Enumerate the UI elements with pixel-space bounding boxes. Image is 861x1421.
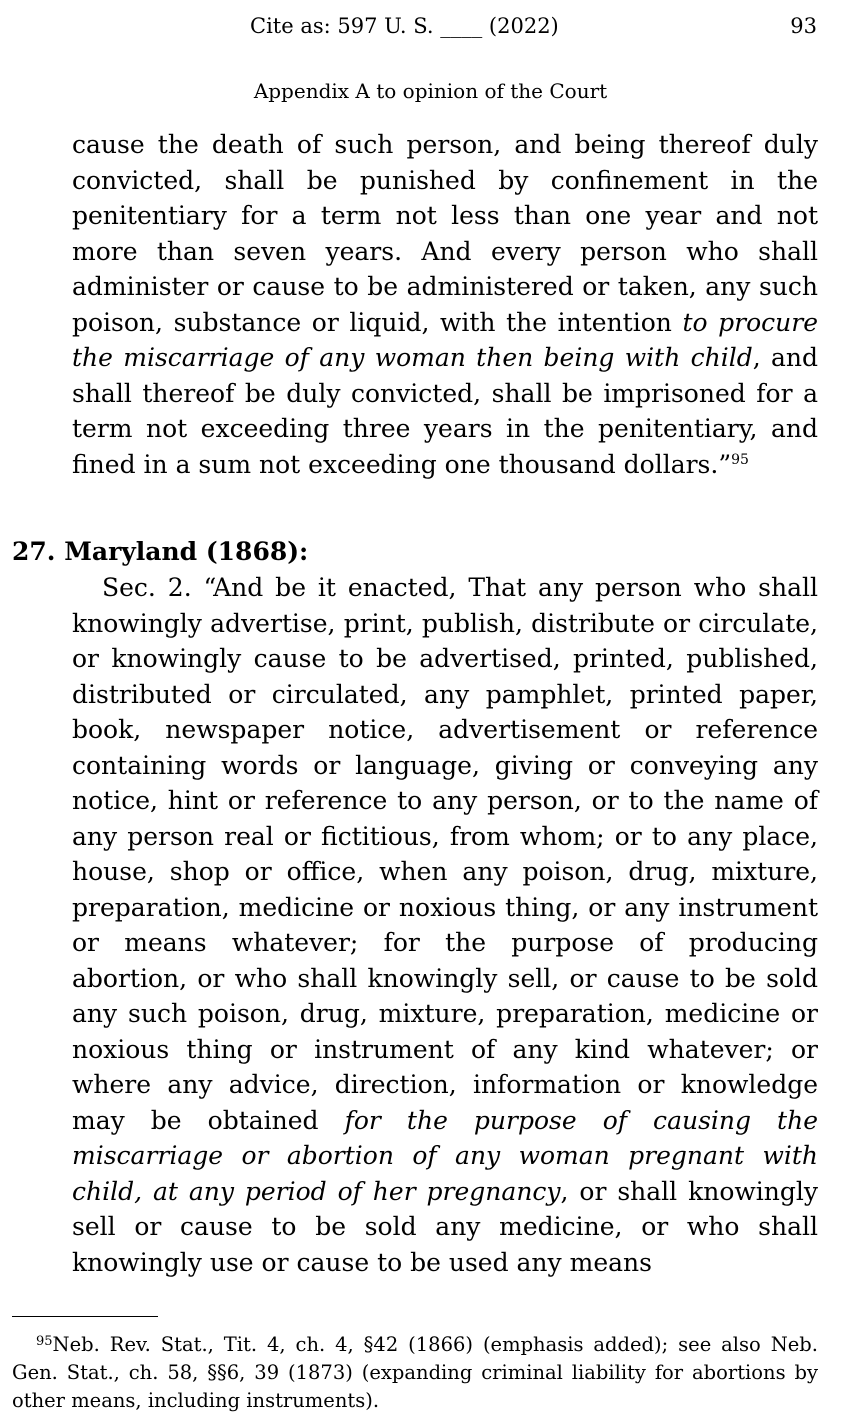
paragraph-text: , or shall knowingly sell or cause to be sold any medicine, or who shall knowingly use or cause to be used any means bbox=[72, 1176, 818, 1277]
citation: Cite as: 597 U. S. ____ (2022) bbox=[250, 14, 559, 38]
page-header bbox=[0, 14, 861, 40]
italic-emphasis: to procure the miscarriage of any woman then being with child bbox=[72, 307, 818, 372]
paragraph-text: Sec. 2. “And be it enacted, That any person who shall knowingly advertise, print, publish, distribute or circulate, or knowingly cause to be advertised, printed, published, distributed or circulated, any pamphlet, printed paper, book, newspaper notice, advertisement or reference containing words or language, giving or conveying any notice, hint or reference to any person, or to the name of any person real or fictitious, from whom; or to any place, house, shop or office, when any poison, drug, mixture, preparation, medicine or noxious thing, or any instrument or means whatever; for the purpose of producing abortion, or who shall knowingly sell, or cause to be sold any such poison, drug, mixture, preparation, medicine or noxious thing or instrument of any kind whatever; or where any advice, direction, information or knowledge may be obtained bbox=[72, 573, 818, 1135]
paragraph-text: cause the death of such person, and being thereof duly convicted, shall be punished by confinement in the penitentiary for a term not less than one year and not more than seven years. And every person who shall administer or cause to be administered or taken, any such poison, substance or liquid, with the intention bbox=[72, 130, 818, 337]
footnote-number: 95 bbox=[36, 1334, 53, 1349]
appendix-subtitle: Appendix A to opinion of the Court bbox=[253, 79, 608, 103]
footnote-divider bbox=[12, 1316, 158, 1317]
footnote-text: Neb. Rev. Stat., Tit. 4, ch. 4, §42 (1866) (emphasis added); see also Neb. Gen. Stat., ch. 58, §§6, 39 (1873) (expanding criminal liability for abortions by other means, including instruments). bbox=[12, 1333, 818, 1412]
paragraph-maryland bbox=[72, 570, 818, 1280]
paragraph-nebraska-continued bbox=[72, 127, 818, 482]
paragraph-text: , and shall thereof be duly convicted, shall be imprisoned for a term not exceeding three years in the penitentiary, and fined in a sum not exceeding one thousand dollars.” bbox=[72, 343, 818, 479]
footnote bbox=[12, 1328, 818, 1415]
page-number: 93 bbox=[790, 14, 817, 38]
italic-emphasis: for the purpose of causing the miscarriage or abortion of any woman pregnant with child, at any period of her pregnancy bbox=[72, 1105, 818, 1206]
footnote-ref[interactable]: 95 bbox=[731, 451, 749, 468]
section-heading-maryland: 27. Maryland (1868): bbox=[12, 537, 309, 566]
